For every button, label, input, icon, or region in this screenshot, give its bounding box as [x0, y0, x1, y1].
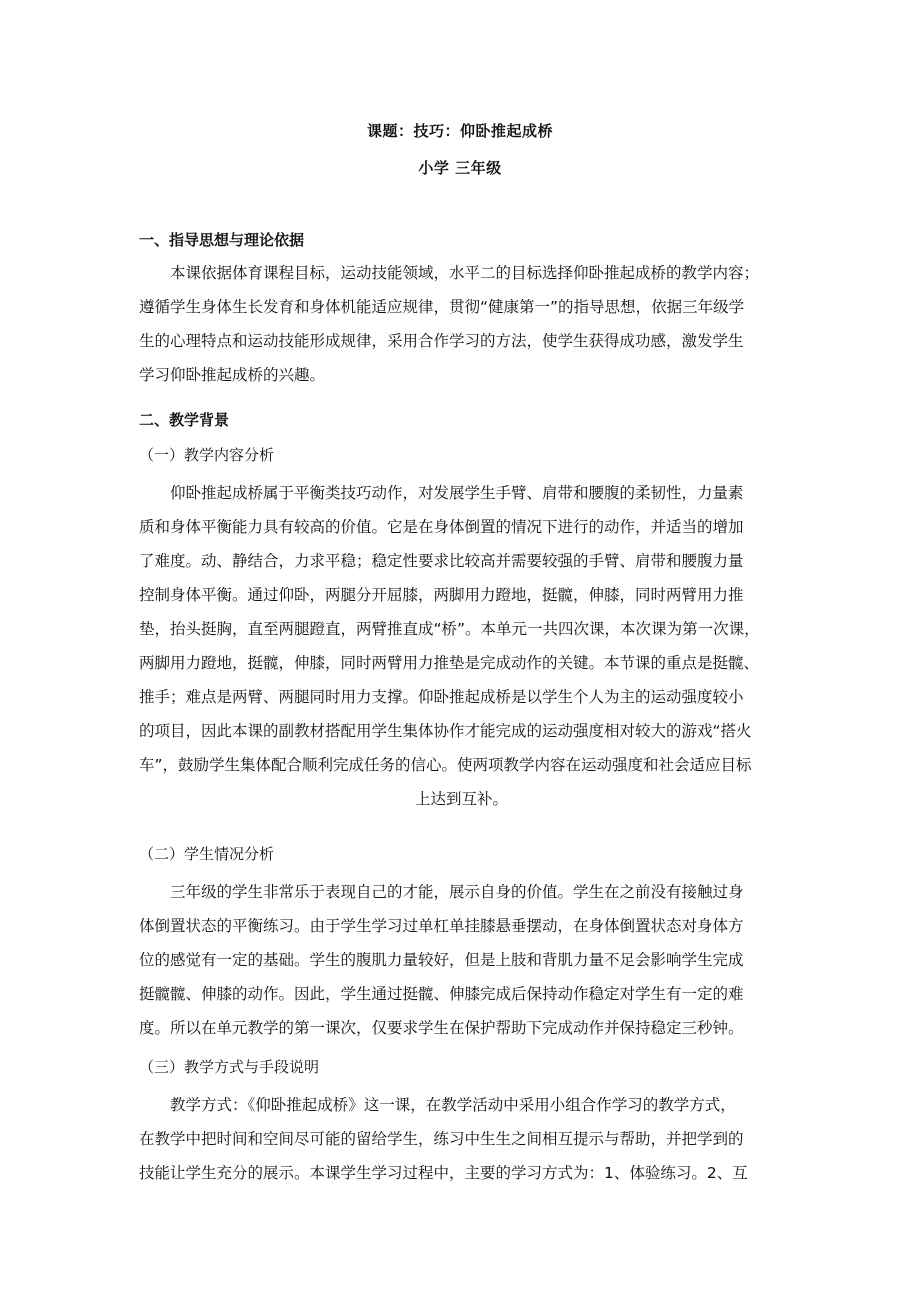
section-heading-1: 一、指导思想与理论依据	[139, 231, 305, 249]
paragraph-line: 在教学中把时间和空间尽可能的留给学生，练习中生生之间相互提示与帮助，并把学到的	[139, 1130, 744, 1148]
paragraph-line: 上达到互补。	[414, 790, 508, 808]
paragraph-line: 体倒置状态的平衡练习。由于学生学习过单杠单挂膝悬垂摆动，在身体倒置状态对身体方	[139, 917, 744, 935]
paragraph-line: 质和身体平衡能力具有较高的价值。它是在身体倒置的情况下进行的动作，并适当的增加	[139, 518, 744, 536]
paragraph-line: 了难度。动、静结合，力求平稳；稳定性要求比较高并需要较强的手臂、肩带和腰腹力量	[139, 552, 744, 570]
section-1-paragraph	[139, 256, 784, 392]
paragraph-line: 本课依据体育课程目标，运动技能领域，水平二的目标选择仰卧推起成桥的教学内容；	[139, 264, 760, 282]
paragraph-line: 三年级的学生非常乐于表现自己的才能，展示自身的价值。学生在之前没有接触过身	[139, 883, 744, 901]
document-subtitle: 小学 三年级	[418, 159, 502, 177]
paragraph-line: 仰卧推起成桥属于平衡类技巧动作，对发展学生手臂、肩带和腰腹的柔韧性，力量素	[139, 484, 744, 502]
subsection-3-paragraph	[139, 1088, 784, 1190]
paragraph-line: 教学方式：《仰卧推起成桥》这一课，在教学活动中采用小组合作学习的教学方式，	[139, 1096, 736, 1114]
subsection-heading-3: （三）教学方式与手段说明	[139, 1058, 320, 1076]
paragraph-line: 遵循学生身体生长发育和身体机能适应规律，贯彻“健康第一”的指导思想，依据三年级学	[139, 298, 745, 316]
paragraph-line: 技能让学生充分的展示。本课学生学习过程中，主要的学习方式为：1、体验练习。2、互	[139, 1164, 748, 1182]
paragraph-line: 两脚用力蹬地，挺髋，伸膝，同时两臂用力推垫是完成动作的关键。本节课的重点是挺髋、	[139, 654, 760, 672]
paragraph-line: 推手；难点是两臂、两腿同时用力支撑。仰卧推起成桥是以学生个人为主的运动强度较小	[139, 688, 744, 706]
paragraph-line: 垫，抬头挺胸，直至两腿蹬直，两臂推直成“桥”。本单元一共四次课，本次课为第一次课，	[139, 620, 760, 638]
paragraph-line: 车”，鼓励学生集体配合顺利完成任务的信心。使两项教学内容在运动强度和社会适应目标	[139, 756, 752, 774]
paragraph-line: 挺髋髋、伸膝的动作。因此，学生通过挺髋、伸膝完成后保持动作稳定对学生有一定的难	[139, 985, 744, 1003]
section-heading-2: 二、教学背景	[139, 411, 230, 429]
paragraph-line: 位的感觉有一定的基础。学生的腹肌力量较好，但是上肢和背肌力量不足会影响学生完成	[139, 951, 744, 969]
subsection-heading-1: （一）教学内容分析	[139, 446, 275, 464]
paragraph-line: 生的心理特点和运动技能形成规律，采用合作学习的方法，使学生获得成功感，激发学生	[139, 332, 744, 350]
paragraph-line: 学习仰卧推起成桥的兴趣。	[139, 366, 326, 384]
subsection-1-paragraph	[139, 476, 784, 816]
paragraph-line: 控制身体平衡。通过仰卧，两腿分开屈膝，两脚用力蹬地，挺髋，伸膝，同时两臂用力推	[139, 586, 744, 604]
document-title: 课题：技巧：仰卧推起成桥	[366, 122, 553, 140]
subsection-heading-2: （二）学生情况分析	[139, 845, 275, 863]
paragraph-line: 的项目，因此本课的副教材搭配用学生集体协作才能完成的运动强度相对较大的游戏“搭火	[139, 722, 752, 740]
subsection-2-paragraph	[139, 875, 784, 1045]
paragraph-line: 度。所以在单元教学的第一课次，仅要求学生在保护帮助下完成动作并保持稳定三秒钟。	[139, 1019, 744, 1037]
